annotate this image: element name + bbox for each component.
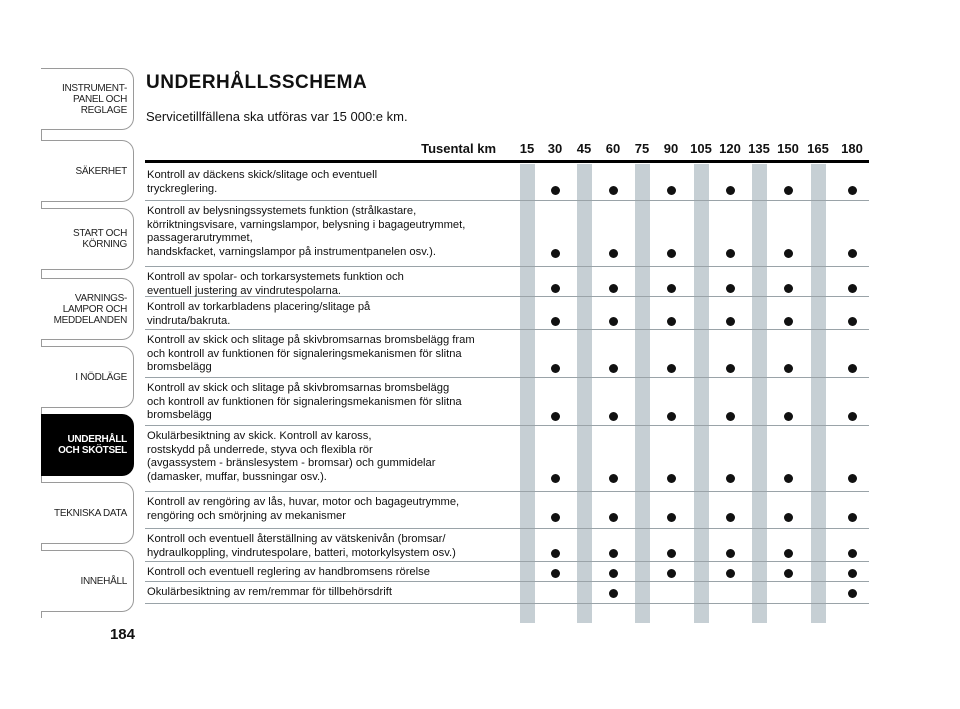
service-dot <box>784 284 793 293</box>
service-dot <box>609 186 618 195</box>
service-dot <box>667 249 676 258</box>
table-row <box>145 297 869 330</box>
service-dot <box>609 249 618 258</box>
row-description: Kontroll av rengöring av lås, huvar, motor och bagageutrymme, rengöring och smörjning av mekanismer <box>147 496 460 522</box>
row-description: Okulärbesiktning av rem/remmar för tillbehörsdrift <box>147 586 392 598</box>
service-dot <box>667 284 676 293</box>
service-dot <box>667 513 676 522</box>
service-dot <box>667 549 676 558</box>
column-header: 60 <box>605 141 621 156</box>
table-row <box>145 378 869 426</box>
table-row <box>145 562 869 582</box>
column-header: 90 <box>663 141 679 156</box>
table-row <box>145 582 869 604</box>
service-dot <box>609 549 618 558</box>
row-description: Kontroll av spolar- och torkarsystemets funktion och eventuell justering av vindrutespolarna. <box>147 271 404 297</box>
row-description: Kontroll av däckens skick/slitage och eventuell tryckreglering. <box>147 169 378 195</box>
service-dot <box>784 186 793 195</box>
sidebar-tab-2[interactable] <box>41 140 134 202</box>
service-dot <box>551 364 560 373</box>
sidebar-tab-5[interactable] <box>41 346 134 408</box>
sidebar-tab-3[interactable] <box>41 208 134 270</box>
sidebar-tab-label: VARNINGS- LAMPOR OCH MEDDELANDEN <box>53 292 127 326</box>
service-dot <box>848 589 857 598</box>
service-dot <box>551 549 560 558</box>
column-header: 180 <box>841 141 863 156</box>
service-dot <box>726 412 735 421</box>
service-dot <box>551 284 560 293</box>
column-header: 120 <box>719 141 741 156</box>
service-dot <box>784 569 793 578</box>
service-dot <box>609 317 618 326</box>
column-header: 165 <box>807 141 829 156</box>
service-dot <box>551 474 560 483</box>
table-row <box>145 529 869 562</box>
column-header: 15 <box>519 141 535 156</box>
row-description: Kontroll och eventuell återställning av vätskenivån (bromsar/ hydraulkoppling, vindrutespolare, batteri, motorkylsystem osv.) <box>147 533 456 559</box>
service-dot <box>667 412 676 421</box>
column-header: 30 <box>547 141 563 156</box>
sidebar-tab-label: SÄKERHET <box>75 165 127 177</box>
service-dot <box>726 513 735 522</box>
service-dot <box>784 513 793 522</box>
service-dot <box>784 412 793 421</box>
page-subtitle: Servicetillfällena ska utföras var 15 000:e km. <box>146 109 408 124</box>
service-dot <box>667 474 676 483</box>
header-rule <box>145 160 869 163</box>
row-description: Kontroll av belysningssystemets funktion (strålkastare, körriktningsvisare, varningslampor, belysning i bagageutrymmet, passagerarutrymmet, handskfacket, varningslampor på instrumentpanelen osv.). <box>147 205 466 258</box>
column-header: 150 <box>777 141 799 156</box>
service-dot <box>784 317 793 326</box>
table-row <box>145 426 869 492</box>
row-description: Kontroll av skick och slitage på skivbromsarnas bromsbelägg fram och kontroll av funktionen för signaleringsmekanismen för slitna bromsbelägg <box>147 334 475 373</box>
table-header <box>145 138 869 160</box>
service-dot <box>609 364 618 373</box>
row-description: Kontroll av torkarbladens placering/slitage på vindruta/bakruta. <box>147 301 371 327</box>
column-header: 135 <box>748 141 770 156</box>
service-dot <box>848 474 857 483</box>
table-row <box>145 330 869 378</box>
service-dot <box>726 284 735 293</box>
service-dot <box>609 412 618 421</box>
service-dot <box>784 249 793 258</box>
sidebar-tab-6[interactable] <box>41 414 134 476</box>
row-description: Okulärbesiktning av skick. Kontroll av kaross, rostskydd på underrede, styva och flexibla rör (avgassystem - bränslesystem - bromsar) och gummidelar (damasker, muffar, bussningar osv.). <box>147 430 436 483</box>
column-header: 75 <box>634 141 650 156</box>
service-dot <box>848 249 857 258</box>
header-label: Tusental km <box>421 141 496 156</box>
service-dot <box>609 569 618 578</box>
service-dot <box>726 317 735 326</box>
page-title: UNDERHÅLLSSCHEMA <box>146 72 368 93</box>
page-number: 184 <box>109 626 135 643</box>
service-dot <box>667 186 676 195</box>
service-dot <box>551 569 560 578</box>
sidebar-tab-label: UNDERHÅLL OCH SKÖTSEL <box>58 434 127 456</box>
sidebar-tab-1[interactable] <box>41 68 134 130</box>
service-dot <box>784 474 793 483</box>
service-dot <box>667 364 676 373</box>
column-header: 105 <box>690 141 712 156</box>
service-dot <box>726 569 735 578</box>
service-dot <box>609 513 618 522</box>
service-dot <box>726 364 735 373</box>
sidebar-tab-label: I NÖDLÄGE <box>75 371 127 383</box>
service-dot <box>848 513 857 522</box>
service-dot <box>784 549 793 558</box>
table-row <box>145 165 869 201</box>
service-dot <box>848 284 857 293</box>
service-dot <box>726 186 735 195</box>
service-dot <box>551 513 560 522</box>
table-row <box>145 492 869 529</box>
service-dot <box>726 249 735 258</box>
service-dot <box>848 186 857 195</box>
service-dot <box>667 317 676 326</box>
sidebar-tab-4[interactable] <box>41 278 134 340</box>
service-dot <box>609 284 618 293</box>
service-dot <box>726 474 735 483</box>
table-row <box>145 201 869 267</box>
service-dot <box>609 589 618 598</box>
service-dot <box>609 474 618 483</box>
sidebar-tab-label: INSTRUMENT- PANEL OCH REGLAGE <box>61 82 127 116</box>
sidebar-tab-7[interactable] <box>41 482 134 544</box>
sidebar-tab-label: TEKNISKA DATA <box>54 507 127 519</box>
column-header: 45 <box>576 141 592 156</box>
row-description: Kontroll av skick och slitage på skivbromsarnas bromsbelägg och kontroll av funktionen för signaleringsmekanismen för slitna bromsbelägg <box>147 382 462 421</box>
service-dot <box>848 364 857 373</box>
sidebar-tab-label: START OCH KÖRNING <box>73 228 127 250</box>
service-dot <box>551 186 560 195</box>
service-dot <box>848 317 857 326</box>
service-dot <box>726 549 735 558</box>
row-description: Kontroll och eventuell reglering av handbromsens rörelse <box>147 566 430 578</box>
service-dot <box>784 364 793 373</box>
service-dot <box>667 569 676 578</box>
table-row <box>145 267 869 297</box>
service-dot <box>551 412 560 421</box>
sidebar-tab-label: INNEHÅLL <box>80 575 127 587</box>
service-dot <box>848 549 857 558</box>
service-dot <box>551 317 560 326</box>
service-dot <box>551 249 560 258</box>
sidebar-tab-8[interactable] <box>41 550 134 612</box>
service-dot <box>848 412 857 421</box>
service-dot <box>848 569 857 578</box>
